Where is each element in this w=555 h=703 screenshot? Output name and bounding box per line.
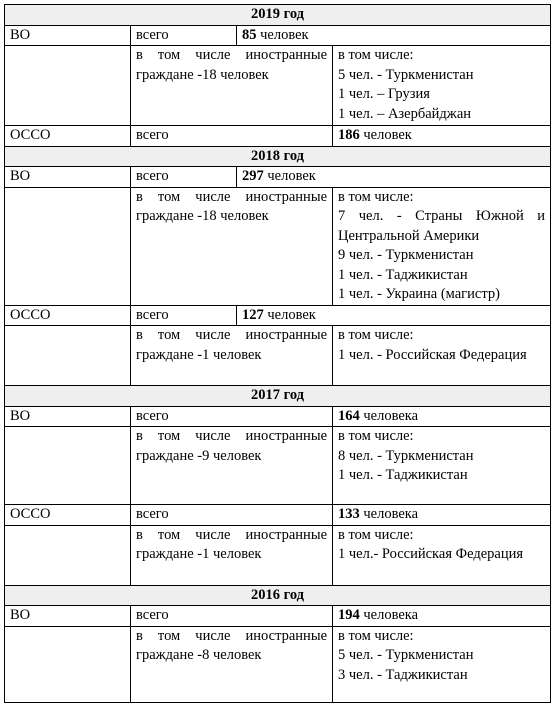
country-line: 7 чел. - Страны Южной и Центральной Америки — [338, 208, 546, 244]
level-label: ОССО — [5, 305, 131, 326]
total-value — [333, 505, 551, 526]
total-value — [237, 167, 551, 188]
osso-total-row — [5, 505, 551, 526]
country-line: 1 чел. - Украина (магистр) — [338, 286, 500, 302]
vo-total-row — [5, 406, 551, 427]
country-details — [333, 46, 551, 126]
total-unit: человека — [363, 607, 419, 623]
enrollment-table — [4, 4, 551, 703]
year-row — [5, 146, 551, 167]
total-label: всего — [131, 606, 333, 627]
vo-foreign-row — [5, 427, 551, 505]
total-number: 164 — [338, 407, 360, 424]
total-number: 127 — [242, 306, 264, 323]
country-details — [333, 525, 551, 585]
details-heading: в том числе: — [338, 327, 414, 343]
country-details — [333, 427, 551, 505]
total-unit: человек — [363, 127, 412, 143]
level-label: ОССО — [5, 505, 131, 526]
year-heading: 2019 год — [5, 5, 551, 26]
vo-foreign-row — [5, 46, 551, 126]
country-line: 8 чел. - Туркменистан — [338, 447, 474, 464]
empty-cell — [5, 427, 131, 505]
vo-foreign-row — [5, 187, 551, 305]
country-line: 5 чел. - Туркменистан — [338, 647, 474, 663]
total-number: 186 — [338, 127, 360, 143]
year-row — [5, 5, 551, 26]
total-number: 85 — [242, 26, 257, 43]
empty-cell — [5, 46, 131, 126]
country-line: 1 чел. – Азербайджан — [338, 105, 472, 122]
vo-foreign-row — [5, 626, 551, 702]
total-label: всего — [131, 167, 237, 188]
country-line: 3 чел. - Таджикистан — [338, 666, 468, 683]
vo-total-row — [5, 25, 551, 46]
total-value — [237, 305, 551, 326]
level-label: ВО — [5, 406, 131, 427]
total-unit: человека — [363, 407, 419, 424]
total-unit: человека — [363, 506, 419, 522]
total-label: всего — [131, 406, 333, 427]
empty-cell — [5, 187, 131, 305]
country-line: 1 чел. - Российская Федерация — [338, 346, 527, 363]
empty-cell — [5, 326, 131, 386]
country-line: 1 чел. - Таджикистан — [338, 266, 468, 283]
vo-total-row — [5, 167, 551, 188]
level-label: ВО — [5, 606, 131, 627]
foreign-citizens: в том числе иностранные граждане -18 человек — [131, 46, 333, 126]
details-heading: в том числе: — [338, 188, 414, 205]
level-label: ВО — [5, 25, 131, 46]
total-unit: человек — [267, 306, 316, 323]
details-heading: в том числе: — [338, 627, 414, 644]
total-value — [333, 406, 551, 427]
empty-cell — [5, 626, 131, 702]
details-heading: в том числе: — [338, 428, 414, 444]
total-value — [237, 25, 551, 46]
level-label: ОССО — [5, 126, 131, 147]
foreign-citizens: в том числе иностранные граждане -1 человек — [131, 525, 333, 585]
total-label: всего — [131, 305, 237, 326]
total-value — [333, 126, 551, 147]
year-heading: 2017 год — [5, 386, 551, 407]
country-details — [333, 626, 551, 702]
year-heading: 2018 год — [5, 146, 551, 167]
osso-total-row — [5, 305, 551, 326]
country-line: 1 чел. – Грузия — [338, 86, 430, 102]
empty-cell — [5, 525, 131, 585]
year-heading: 2016 год — [5, 585, 551, 606]
year-row — [5, 585, 551, 606]
total-number: 194 — [338, 607, 360, 623]
country-line: 1 чел.- Российская Федерация — [338, 546, 524, 562]
total-unit: человек — [260, 26, 309, 43]
total-unit: человек — [267, 168, 316, 184]
foreign-citizens: в том числе иностранные граждане -18 человек — [131, 187, 333, 305]
total-number: 297 — [242, 168, 264, 184]
total-number: 133 — [338, 506, 360, 522]
foreign-citizens: в том числе иностранные граждане -9 человек — [131, 427, 333, 505]
country-line: 1 чел. - Таджикистан — [338, 467, 468, 483]
osso-foreign-row — [5, 525, 551, 585]
osso-foreign-row — [5, 326, 551, 386]
details-heading: в том числе: — [338, 526, 414, 543]
total-value — [333, 606, 551, 627]
details-heading: в том числе: — [338, 47, 414, 63]
total-label: всего — [131, 505, 333, 526]
country-details — [333, 326, 551, 386]
country-details — [333, 187, 551, 305]
country-line: 9 чел. - Туркменистан — [338, 247, 474, 263]
vo-total-row — [5, 606, 551, 627]
foreign-citizens: в том числе иностранные граждане -1 человек — [131, 326, 333, 386]
osso-total-row — [5, 126, 551, 147]
level-label: ВО — [5, 167, 131, 188]
foreign-citizens: в том числе иностранные граждане -8 человек — [131, 626, 333, 702]
total-label: всего — [131, 25, 237, 46]
total-label: всего — [131, 126, 333, 147]
country-line: 5 чел. - Туркменистан — [338, 66, 474, 83]
year-row — [5, 386, 551, 407]
